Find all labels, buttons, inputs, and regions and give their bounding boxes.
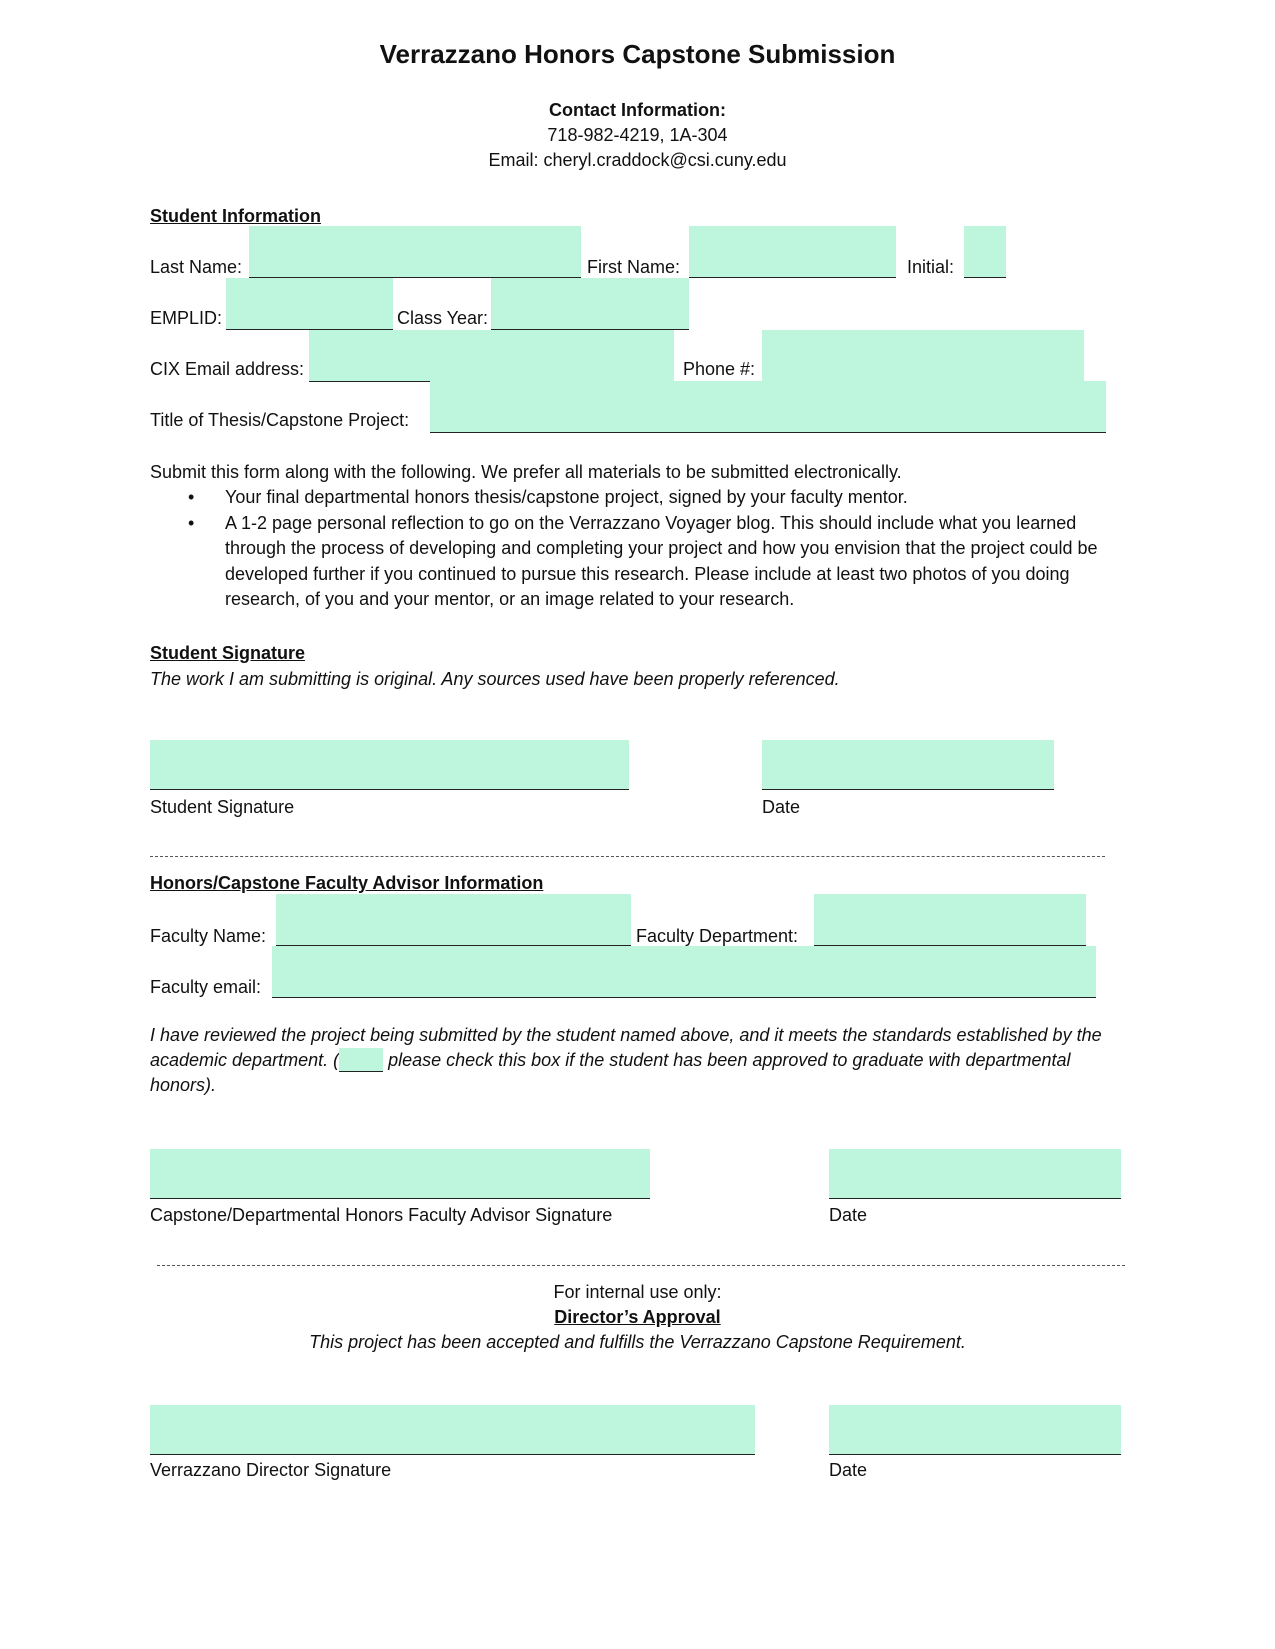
student-signature-statement: The work I am submitting is original. Any sources used have been properly referenced. — [150, 669, 840, 689]
emplid-field[interactable] — [226, 278, 393, 330]
faculty-name-field[interactable] — [276, 894, 631, 946]
cix-email-label: CIX Email address: — [150, 359, 305, 379]
contact-phone-room: 718-982-4219, 1A-304 — [547, 125, 728, 145]
first-name-field[interactable] — [689, 226, 896, 278]
student-info-heading: Student Information — [150, 206, 321, 226]
last-name-label: Last Name: — [150, 257, 243, 277]
initial-field[interactable] — [964, 226, 1006, 278]
director-date-field[interactable] — [829, 1405, 1121, 1455]
initial-label: Initial: — [907, 257, 955, 277]
student-date-label: Date — [762, 797, 801, 817]
submission-item-text: Your final departmental honors thesis/capstone project, signed by your faculty mentor. — [225, 487, 908, 507]
faculty-department-field[interactable] — [814, 894, 1086, 946]
director-date-label: Date — [829, 1460, 868, 1480]
director-signature-field[interactable] — [150, 1405, 755, 1455]
faculty-name-label: Faculty Name: — [150, 926, 267, 946]
faculty-email-field[interactable] — [272, 946, 1096, 998]
cix-email-field[interactable] — [309, 330, 674, 382]
directors-approval-statement: This project has been accepted and fulfills the Verrazzano Capstone Requirement. — [309, 1332, 966, 1352]
thesis-title-field[interactable] — [430, 381, 1106, 433]
section-divider — [157, 1265, 1125, 1266]
first-name-label: First Name: — [587, 257, 681, 277]
faculty-signature-field[interactable] — [150, 1149, 650, 1199]
bullet-marker: • — [188, 487, 195, 507]
contact-heading: Contact Information: — [549, 100, 726, 120]
submission-item-text: A 1-2 page personal reflection to go on the Verrazzano Voyager blog. This should include what you learned through the process of developing and completing your project and how you envision that the project could be developed further if you continued to pursue this research. Please include at least two photos of you doing research, of you and your mentor, or an image related to your research. — [225, 512, 1098, 609]
phone-field[interactable] — [762, 330, 1084, 382]
emplid-label: EMPLID: — [150, 308, 223, 328]
list-item — [150, 511, 1110, 613]
director-signature-label: Verrazzano Director Signature — [150, 1460, 392, 1480]
faculty-department-label: Faculty Department: — [636, 926, 799, 946]
faculty-date-label: Date — [829, 1205, 868, 1225]
internal-use-note: For internal use only: — [553, 1282, 722, 1302]
class-year-field[interactable] — [491, 278, 689, 330]
faculty-heading: Honors/Capstone Faculty Advisor Information — [150, 873, 544, 893]
class-year-label: Class Year: — [397, 308, 489, 328]
last-name-field[interactable] — [249, 226, 581, 278]
faculty-email-label: Faculty email: — [150, 977, 262, 997]
student-signature-heading: Student Signature — [150, 643, 306, 663]
faculty-signature-label: Capstone/Departmental Honors Faculty Advisor Signature — [150, 1205, 613, 1225]
honors-approval-checkbox[interactable] — [339, 1048, 383, 1072]
contact-email: Email: cheryl.craddock@csi.cuny.edu — [488, 150, 787, 170]
thesis-title-label: Title of Thesis/Capstone Project: — [150, 410, 410, 430]
student-signature-field[interactable] — [150, 740, 629, 790]
section-divider — [150, 856, 1105, 857]
page-title: Verrazzano Honors Capstone Submission — [379, 39, 896, 69]
list-item — [150, 485, 1110, 511]
faculty-statement — [150, 1023, 1125, 1098]
faculty-statement-part1: I have reviewed the project being submitted by the student named above, and it meets the standards established by the academic department. ( — [150, 1025, 1102, 1070]
student-signature-label: Student Signature — [150, 797, 295, 817]
faculty-statement-part2: please check this box if the student has been approved to graduate with departmental honors). — [150, 1050, 1071, 1095]
bullet-marker: • — [188, 512, 195, 533]
phone-label: Phone #: — [683, 359, 756, 379]
student-date-field[interactable] — [762, 740, 1054, 790]
directors-approval-heading: Director’s Approval — [554, 1307, 721, 1327]
submission-intro: Submit this form along with the following. We prefer all materials to be submitted electronically. — [150, 462, 902, 482]
faculty-date-field[interactable] — [829, 1149, 1121, 1199]
submission-list — [150, 485, 1110, 613]
